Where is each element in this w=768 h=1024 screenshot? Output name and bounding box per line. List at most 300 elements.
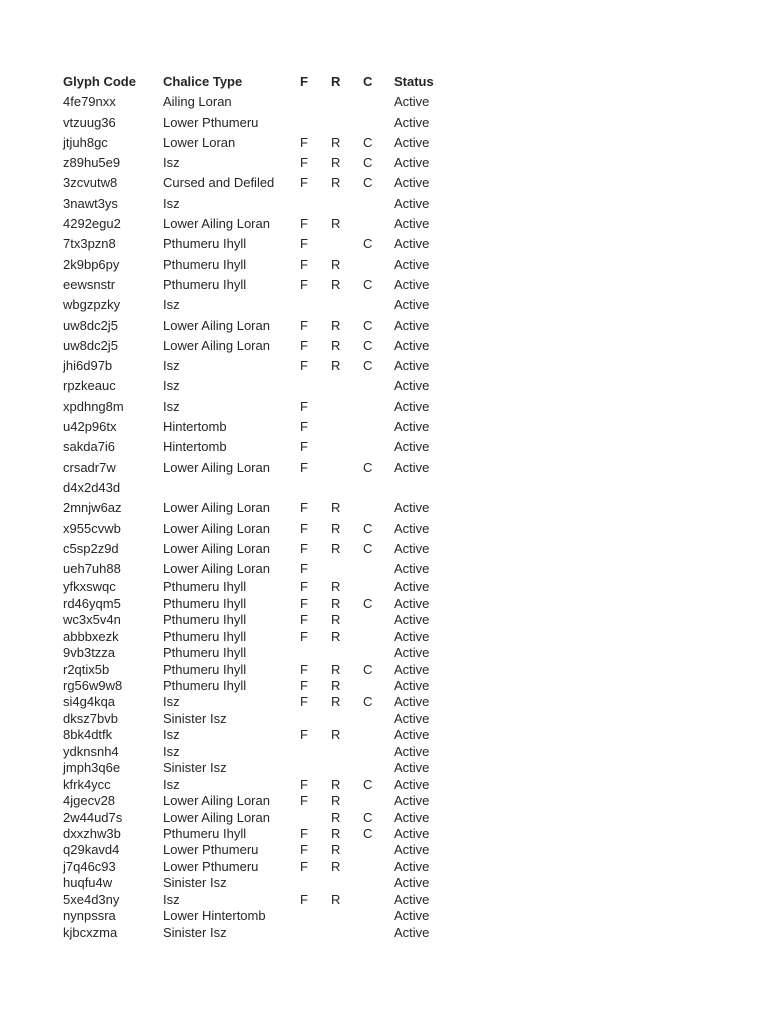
flag-r-cell — [331, 458, 363, 478]
flag-c-cell: C — [363, 809, 373, 825]
table-row — [63, 777, 483, 793]
glyph-code-table — [63, 72, 483, 941]
status-cell: Active — [394, 134, 430, 150]
glyph-code-cell: eewsnstr — [63, 276, 116, 292]
flag-c-cell — [363, 744, 394, 760]
flag-r-cell — [331, 113, 363, 133]
flag-c-cell — [363, 859, 394, 875]
flag-f-cell: F — [300, 612, 308, 628]
status-cell: Active — [394, 520, 430, 536]
table-row — [63, 694, 483, 710]
table-body — [63, 92, 483, 941]
flag-c-cell — [363, 295, 394, 315]
chalice-type-cell: Lower Ailing Loran — [163, 809, 270, 825]
status-cell: Active — [394, 94, 430, 110]
flag-r-cell — [331, 295, 363, 315]
flag-r-cell: R — [331, 216, 341, 232]
glyph-code-cell: r2qtix5b — [63, 661, 110, 677]
glyph-code-cell: 3nawt3ys — [63, 195, 118, 211]
table-row — [63, 711, 483, 727]
flag-r-cell: R — [331, 500, 341, 516]
status-cell: Active — [394, 175, 430, 191]
chalice-type-cell: Lower Ailing Loran — [163, 337, 270, 353]
status-cell: Active — [394, 842, 430, 858]
flag-f-cell: F — [300, 439, 308, 455]
glyph-code-cell: kfrk4ycc — [63, 776, 111, 792]
flag-c-cell — [363, 908, 394, 924]
flag-f-cell: F — [300, 520, 308, 536]
header-glyph-code: Glyph Code — [63, 74, 136, 89]
table-header-row — [63, 72, 483, 92]
table-row — [63, 275, 483, 295]
flag-c-cell: C — [363, 776, 373, 792]
flag-c-cell — [363, 437, 394, 457]
table-row — [63, 908, 483, 924]
table-row — [63, 173, 483, 193]
status-cell: Active — [394, 216, 430, 232]
flag-f-cell: F — [300, 595, 308, 611]
status-cell: Active — [394, 628, 430, 644]
flag-c-cell — [363, 255, 394, 275]
flag-f-cell: F — [300, 134, 308, 150]
flag-f-cell — [300, 744, 331, 760]
table-row — [63, 336, 483, 356]
glyph-code-cell: d4x2d43d — [63, 479, 121, 495]
status-cell: Active — [394, 891, 430, 907]
flag-c-cell — [363, 478, 394, 498]
flag-f-cell: F — [300, 256, 308, 272]
table-row — [63, 519, 483, 539]
flag-f-cell: F — [300, 628, 308, 644]
table-row — [63, 826, 483, 842]
chalice-type-cell: Isz — [163, 297, 180, 313]
table-row — [63, 478, 483, 498]
flag-f-cell: F — [300, 694, 308, 710]
glyph-code-cell: sakda7i6 — [63, 439, 116, 455]
status-cell: Active — [394, 908, 430, 924]
status-cell: Active — [394, 337, 430, 353]
flag-c-cell — [363, 711, 394, 727]
chalice-type-cell: Pthumeru Ihyll — [163, 661, 247, 677]
flag-r-cell: R — [331, 134, 341, 150]
chalice-type-cell: Pthumeru Ihyll — [163, 595, 247, 611]
table-row — [63, 612, 483, 628]
status-cell: Active — [394, 793, 430, 809]
flag-c-cell — [363, 875, 394, 891]
flag-c-cell: C — [363, 317, 373, 333]
status-cell: Active — [394, 155, 430, 171]
glyph-code-cell: abbbxezk — [63, 628, 119, 644]
header-chalice-type: Chalice Type — [163, 74, 243, 89]
table-row — [63, 295, 483, 315]
status-cell: Active — [394, 297, 430, 313]
glyph-code-cell: q29kavd4 — [63, 842, 120, 858]
flag-c-cell — [363, 842, 394, 858]
glyph-code-cell: kjbcxzma — [63, 924, 118, 940]
table-row — [63, 925, 483, 941]
flag-f-cell — [300, 760, 331, 776]
flag-r-cell — [331, 437, 363, 457]
glyph-code-cell: dksz7bvb — [63, 710, 118, 726]
glyph-code-cell: rg56w9w8 — [63, 678, 123, 694]
flag-f-cell: F — [300, 419, 308, 435]
flag-c-cell — [363, 727, 394, 743]
status-cell: Active — [394, 276, 430, 292]
flag-f-cell — [300, 113, 331, 133]
flag-r-cell — [331, 760, 363, 776]
glyph-code-cell: j7q46c93 — [63, 858, 116, 874]
status-cell: Active — [394, 358, 430, 374]
flag-r-cell: R — [331, 661, 341, 677]
flag-r-cell — [331, 376, 363, 396]
flag-c-cell — [363, 559, 394, 579]
chalice-type-cell: Isz — [163, 743, 180, 759]
flag-f-cell — [300, 711, 331, 727]
status-cell: Active — [394, 825, 430, 841]
glyph-code-cell: ydknsnh4 — [63, 743, 119, 759]
chalice-type-cell: Lower Pthumeru — [163, 842, 259, 858]
flag-r-cell: R — [331, 256, 341, 272]
glyph-code-cell: crsadr7w — [63, 459, 116, 475]
flag-f-cell — [300, 376, 331, 396]
chalice-type-cell: Lower Ailing Loran — [163, 520, 270, 536]
chalice-type-cell: Isz — [163, 891, 180, 907]
chalice-type-cell: Isz — [163, 776, 180, 792]
flag-r-cell — [331, 559, 363, 579]
glyph-code-cell: jmph3q6e — [63, 760, 121, 776]
flag-c-cell: C — [363, 825, 373, 841]
table-row — [63, 810, 483, 826]
flag-f-cell — [300, 925, 331, 941]
glyph-code-cell: c5sp2z9d — [63, 540, 119, 556]
flag-f-cell: F — [300, 500, 308, 516]
flag-f-cell — [300, 194, 331, 214]
glyph-code-cell: si4g4kqa — [63, 694, 116, 710]
table-row — [63, 760, 483, 776]
glyph-code-cell: yfkxswqc — [63, 579, 116, 595]
status-cell: Active — [394, 776, 430, 792]
status-cell: Active — [394, 694, 430, 710]
status-cell: Active — [394, 612, 430, 628]
table-row — [63, 316, 483, 336]
glyph-code-cell: wbgzpzky — [63, 297, 121, 313]
status-cell — [394, 478, 464, 498]
flag-f-cell: F — [300, 727, 308, 743]
chalice-type-cell: Isz — [163, 398, 180, 414]
flag-c-cell — [363, 793, 394, 809]
flag-r-cell: R — [331, 317, 341, 333]
glyph-code-cell: rd46yqm5 — [63, 595, 121, 611]
flag-f-cell: F — [300, 579, 308, 595]
flag-f-cell: F — [300, 337, 308, 353]
flag-f-cell: F — [300, 678, 308, 694]
status-cell: Active — [394, 378, 430, 394]
glyph-code-cell: 4292egu2 — [63, 216, 121, 232]
flag-r-cell: R — [331, 678, 341, 694]
flag-f-cell: F — [300, 776, 308, 792]
flag-r-cell — [331, 925, 363, 941]
glyph-code-cell: 5xe4d3ny — [63, 891, 120, 907]
flag-r-cell — [331, 478, 363, 498]
flag-r-cell: R — [331, 358, 341, 374]
status-cell: Active — [394, 500, 430, 516]
flag-c-cell: C — [363, 694, 373, 710]
flag-f-cell: F — [300, 276, 308, 292]
flag-r-cell: R — [331, 612, 341, 628]
table-row — [63, 356, 483, 376]
glyph-code-cell: jhi6d97b — [63, 358, 113, 374]
chalice-type-cell: Lower Ailing Loran — [163, 793, 270, 809]
flag-r-cell — [331, 711, 363, 727]
chalice-type-cell: Isz — [163, 155, 180, 171]
status-cell: Active — [394, 439, 430, 455]
chalice-type-cell: Pthumeru Ihyll — [163, 579, 247, 595]
table-row — [63, 133, 483, 153]
flag-f-cell — [300, 810, 331, 826]
flag-c-cell: C — [363, 520, 373, 536]
table-row — [63, 793, 483, 809]
chalice-type-cell: Lower Ailing Loran — [163, 561, 270, 577]
flag-c-cell: C — [363, 155, 373, 171]
glyph-code-cell: nynpssra — [63, 908, 116, 924]
table-row — [63, 113, 483, 133]
chalice-type-cell: Pthumeru Ihyll — [163, 612, 247, 628]
chalice-type-cell: Pthumeru Ihyll — [163, 256, 247, 272]
flag-f-cell: F — [300, 155, 308, 171]
table-row — [63, 92, 483, 112]
table-row — [63, 842, 483, 858]
chalice-type-cell: Isz — [163, 727, 180, 743]
chalice-type-cell: Sinister Isz — [163, 924, 227, 940]
flag-f-cell: F — [300, 317, 308, 333]
glyph-code-cell: 7tx3pzn8 — [63, 236, 116, 252]
table-row — [63, 376, 483, 396]
flag-c-cell — [363, 376, 394, 396]
chalice-type-cell — [163, 478, 300, 498]
flag-c-cell — [363, 925, 394, 941]
flag-c-cell: C — [363, 175, 373, 191]
table-row — [63, 437, 483, 457]
glyph-code-cell: xpdhng8m — [63, 398, 124, 414]
flag-f-cell: F — [300, 398, 308, 414]
status-cell: Active — [394, 561, 430, 577]
status-cell: Active — [394, 195, 430, 211]
status-cell: Active — [394, 256, 430, 272]
chalice-type-cell: Hintertomb — [163, 419, 227, 435]
glyph-code-cell: 9vb3tzza — [63, 645, 116, 661]
chalice-type-cell: Sinister Isz — [163, 710, 227, 726]
flag-f-cell: F — [300, 561, 308, 577]
chalice-type-cell: Pthumeru Ihyll — [163, 276, 247, 292]
chalice-type-cell: Cursed and Defiled — [163, 175, 275, 191]
table-row — [63, 859, 483, 875]
glyph-code-cell: ueh7uh88 — [63, 561, 121, 577]
status-cell: Active — [394, 645, 430, 661]
glyph-code-cell: 2w44ud7s — [63, 809, 123, 825]
table-row — [63, 397, 483, 417]
table-row — [63, 678, 483, 694]
flag-r-cell: R — [331, 628, 341, 644]
flag-r-cell: R — [331, 595, 341, 611]
flag-r-cell: R — [331, 891, 341, 907]
flag-f-cell: F — [300, 858, 308, 874]
flag-f-cell: F — [300, 459, 308, 475]
flag-c-cell: C — [363, 358, 373, 374]
glyph-code-cell: 4fe79nxx — [63, 94, 116, 110]
status-cell: Active — [394, 236, 430, 252]
flag-f-cell: F — [300, 358, 308, 374]
chalice-type-cell: Sinister Isz — [163, 760, 227, 776]
flag-c-cell: C — [363, 276, 373, 292]
flag-f-cell — [300, 908, 331, 924]
status-cell: Active — [394, 579, 430, 595]
flag-r-cell — [331, 645, 363, 661]
glyph-code-cell: x955cvwb — [63, 520, 121, 536]
flag-c-cell: C — [363, 595, 373, 611]
table-row — [63, 153, 483, 173]
flag-c-cell — [363, 892, 394, 908]
flag-f-cell: F — [300, 540, 308, 556]
chalice-type-cell: Pthumeru Ihyll — [163, 678, 247, 694]
glyph-code-cell: 2k9bp6py — [63, 256, 120, 272]
flag-f-cell: F — [300, 175, 308, 191]
chalice-type-cell: Sinister Isz — [163, 875, 227, 891]
flag-f-cell: F — [300, 842, 308, 858]
flag-f-cell: F — [300, 825, 308, 841]
flag-r-cell: R — [331, 809, 341, 825]
status-cell: Active — [394, 924, 430, 940]
flag-c-cell — [363, 579, 394, 595]
status-cell: Active — [394, 661, 430, 677]
chalice-type-cell: Isz — [163, 358, 180, 374]
flag-r-cell: R — [331, 276, 341, 292]
header-r: R — [331, 74, 341, 89]
chalice-type-cell: Lower Ailing Loran — [163, 500, 270, 516]
status-cell: Active — [394, 743, 430, 759]
flag-c-cell — [363, 678, 394, 694]
glyph-code-cell: dxxzhw3b — [63, 825, 121, 841]
chalice-type-cell: Lower Ailing Loran — [163, 216, 270, 232]
table-row — [63, 458, 483, 478]
chalice-type-cell: Pthumeru Ihyll — [163, 628, 247, 644]
table-row — [63, 875, 483, 891]
chalice-type-cell: Isz — [163, 378, 180, 394]
glyph-code-cell: uw8dc2j5 — [63, 337, 118, 353]
flag-r-cell: R — [331, 155, 341, 171]
chalice-type-cell: Lower Pthumeru — [163, 858, 259, 874]
flag-c-cell — [363, 214, 394, 234]
flag-c-cell — [363, 92, 394, 112]
chalice-type-cell: Isz — [163, 195, 180, 211]
flag-f-cell: F — [300, 661, 308, 677]
status-cell: Active — [394, 727, 430, 743]
flag-f-cell: F — [300, 891, 308, 907]
flag-c-cell — [363, 194, 394, 214]
flag-r-cell — [331, 875, 363, 891]
table-row — [63, 214, 483, 234]
flag-r-cell — [331, 417, 363, 437]
table-row — [63, 629, 483, 645]
flag-f-cell — [300, 478, 331, 498]
flag-c-cell: C — [363, 661, 373, 677]
status-cell: Active — [394, 809, 430, 825]
glyph-code-cell: vtzuug36 — [63, 114, 116, 130]
flag-c-cell — [363, 645, 394, 661]
flag-c-cell — [363, 397, 394, 417]
flag-c-cell — [363, 498, 394, 518]
table-row — [63, 539, 483, 559]
flag-r-cell: R — [331, 540, 341, 556]
table-row — [63, 559, 483, 579]
glyph-code-cell: rpzkeauc — [63, 378, 116, 394]
flag-c-cell — [363, 113, 394, 133]
flag-c-cell — [363, 417, 394, 437]
table-row — [63, 498, 483, 518]
flag-r-cell: R — [331, 175, 341, 191]
flag-c-cell: C — [363, 236, 373, 252]
table-row — [63, 596, 483, 612]
table-row — [63, 892, 483, 908]
status-cell: Active — [394, 760, 430, 776]
glyph-code-cell: 2mnjw6az — [63, 500, 122, 516]
status-cell: Active — [394, 459, 430, 475]
flag-f-cell — [300, 875, 331, 891]
status-cell: Active — [394, 114, 430, 130]
flag-c-cell — [363, 760, 394, 776]
flag-c-cell — [363, 612, 394, 628]
table-row — [63, 645, 483, 661]
glyph-code-cell: huqfu4w — [63, 875, 113, 891]
glyph-code-cell: jtjuh8gc — [63, 134, 108, 150]
status-cell: Active — [394, 875, 430, 891]
flag-f-cell — [300, 645, 331, 661]
flag-r-cell: R — [331, 842, 341, 858]
flag-r-cell: R — [331, 776, 341, 792]
status-cell: Active — [394, 710, 430, 726]
flag-c-cell: C — [363, 540, 373, 556]
table-row — [63, 255, 483, 275]
glyph-code-cell: z89hu5e9 — [63, 155, 121, 171]
flag-r-cell: R — [331, 337, 341, 353]
flag-c-cell — [363, 629, 394, 645]
flag-r-cell — [331, 908, 363, 924]
status-cell: Active — [394, 858, 430, 874]
header-status: Status — [394, 74, 434, 89]
table-row — [63, 662, 483, 678]
glyph-code-cell: u42p96tx — [63, 419, 117, 435]
chalice-type-cell: Isz — [163, 694, 180, 710]
table-row — [63, 194, 483, 214]
flag-f-cell: F — [300, 236, 308, 252]
glyph-code-cell: 4jgecv28 — [63, 793, 116, 809]
flag-r-cell: R — [331, 520, 341, 536]
flag-r-cell: R — [331, 793, 341, 809]
flag-r-cell: R — [331, 579, 341, 595]
table-row — [63, 234, 483, 254]
flag-f-cell: F — [300, 793, 308, 809]
flag-f-cell — [300, 295, 331, 315]
chalice-type-cell: Hintertomb — [163, 439, 227, 455]
flag-c-cell: C — [363, 134, 373, 150]
glyph-code-cell: 3zcvutw8 — [63, 175, 118, 191]
chalice-type-cell: Pthumeru Ihyll — [163, 645, 247, 661]
flag-r-cell — [331, 194, 363, 214]
status-cell: Active — [394, 595, 430, 611]
flag-r-cell: R — [331, 825, 341, 841]
table-row — [63, 417, 483, 437]
flag-r-cell — [331, 92, 363, 112]
chalice-type-cell: Lower Ailing Loran — [163, 540, 270, 556]
